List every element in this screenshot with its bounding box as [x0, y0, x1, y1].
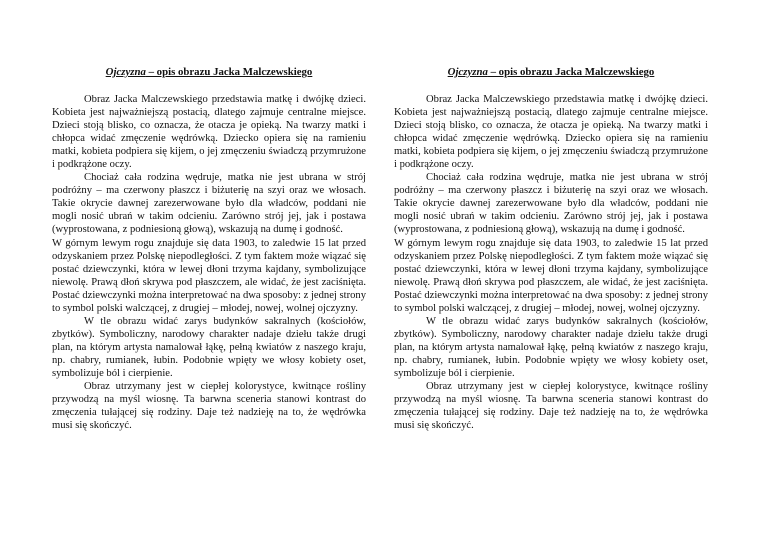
- page-right: [394, 66, 708, 432]
- paragraph-5: Obraz utrzymany jest w ciepłej kolorystyce, kwitnące rośliny przywodzą na myśl wiosnę. Ta barwna sceneria stanowi kontrast do zmęczenia tułającej się rodziny. Daje też nadzieję na to, że wędrówka musi się skończyć.: [52, 381, 366, 432]
- paragraph-4: W tle obrazu widać zarys budynków sakralnych (kościołów, zbytków). Symboliczny, narodowy charakter nadaje dziełu także drugi plan, na którym artysta namalował łąkę, pełną kwiatów z naszego kraju, np. chabry, rumianek, łubin. Podobnie wpięty we włosy kobiety oset, symbolizuje ból i cierpienie.: [52, 315, 366, 379]
- document-title: [394, 66, 708, 79]
- document-title: [52, 66, 366, 79]
- paragraph-3: W górnym lewym rogu znajduje się data 1903, to zaledwie 15 lat przed odzyskaniem przez Polskę niepodległości. Z tym faktem może wiązać się postać dziewczynki, która w lewej dłoni trzyma kajdany, symbolizujące niewolę. Prawą dłoń skrywa pod płaszczem, ale widać, że jest zaciśnięta. Postać dziewczynki można interpretować na dwa sposoby: z jednej strony to symbol polski walczącej, z drugiej – młodej, nowej, wolnej ojczyzny.: [52, 237, 366, 314]
- paragraph-5: Obraz utrzymany jest w ciepłej kolorystyce, kwitnące rośliny przywodzą na myśl wiosnę. Ta barwna sceneria stanowi kontrast do zmęczenia tułającej się rodziny. Daje też nadzieję na to, że wędrówka musi się skończyć.: [394, 381, 708, 432]
- page-left: [52, 66, 366, 432]
- title-italic: Ojczyzna: [447, 66, 488, 78]
- paragraph-1: Obraz Jacka Malczewskiego przedstawia matkę i dwójkę dzieci. Kobieta jest najważniejszą postacią, dlatego zajmuje centralne miejsce. Dzieci stoją blisko, co oznacza, że otacza je opieką. Na twarzy matki i chłopca widać zmęczenie wędrówką. Dziecko opiera się na ramieniu matki, kobieta podpiera się kijem, o jej zmęczeniu świadczą przymrużone i podkrążone oczy.: [52, 94, 366, 171]
- paragraph-2: Chociaż cała rodzina wędruje, matka nie jest ubrana w strój podróżny – ma czerwony płaszcz i biżuterię na szyi oraz we włosach. Takie okrycie dawnej zarezerwowane było dla władców, poddani nie mogli nosić ubrań w takim odcieniu. Zarówno strój jej, jak i postawa (wyprostowana, z podniesioną głową), wskazują na dumę i godność.: [52, 172, 366, 236]
- paragraph-4: W tle obrazu widać zarys budynków sakralnych (kościołów, zbytków). Symboliczny, narodowy charakter nadaje dziełu także drugi plan, na którym artysta namalował łąkę, pełną kwiatów z naszego kraju, np. chabry, rumianek, łubin. Podobnie wpięty we włosy kobiety oset, symbolizuje ból i cierpienie.: [394, 315, 708, 379]
- title-italic: Ojczyzna: [105, 66, 146, 78]
- title-rest: – opis obrazu Jacka Malczewskiego: [487, 66, 655, 78]
- paragraph-3: W górnym lewym rogu znajduje się data 1903, to zaledwie 15 lat przed odzyskaniem przez Polskę niepodległości. Z tym faktem może wiązać się postać dziewczynki, która w lewej dłoni trzyma kajdany, symbolizujące niewolę. Prawą dłoń skrywa pod płaszczem, ale widać, że jest zaciśnięta. Postać dziewczynki można interpretować na dwa sposoby: z jednej strony to symbol polski walczącej, z drugiej – młodej, nowej, wolnej ojczyzny.: [394, 237, 708, 314]
- title-rest: – opis obrazu Jacka Malczewskiego: [145, 66, 313, 78]
- paragraph-1: Obraz Jacka Malczewskiego przedstawia matkę i dwójkę dzieci. Kobieta jest najważniejszą postacią, dlatego zajmuje centralne miejsce. Dzieci stoją blisko, co oznacza, że otacza je opieką. Na twarzy matki i chłopca widać zmęczenie wędrówką. Dziecko opiera się na ramieniu matki, kobieta podpiera się kijem, o jej zmęczeniu świadczą przymrużone i podkrążone oczy.: [394, 94, 708, 171]
- paragraph-2: Chociaż cała rodzina wędruje, matka nie jest ubrana w strój podróżny – ma czerwony płaszcz i biżuterię na szyi oraz we włosach. Takie okrycie dawnej zarezerwowane było dla władców, poddani nie mogli nosić ubrań w takim odcieniu. Zarówno strój jej, jak i postawa (wyprostowana, z podniesioną głową), wskazują na dumę i godność.: [394, 172, 708, 236]
